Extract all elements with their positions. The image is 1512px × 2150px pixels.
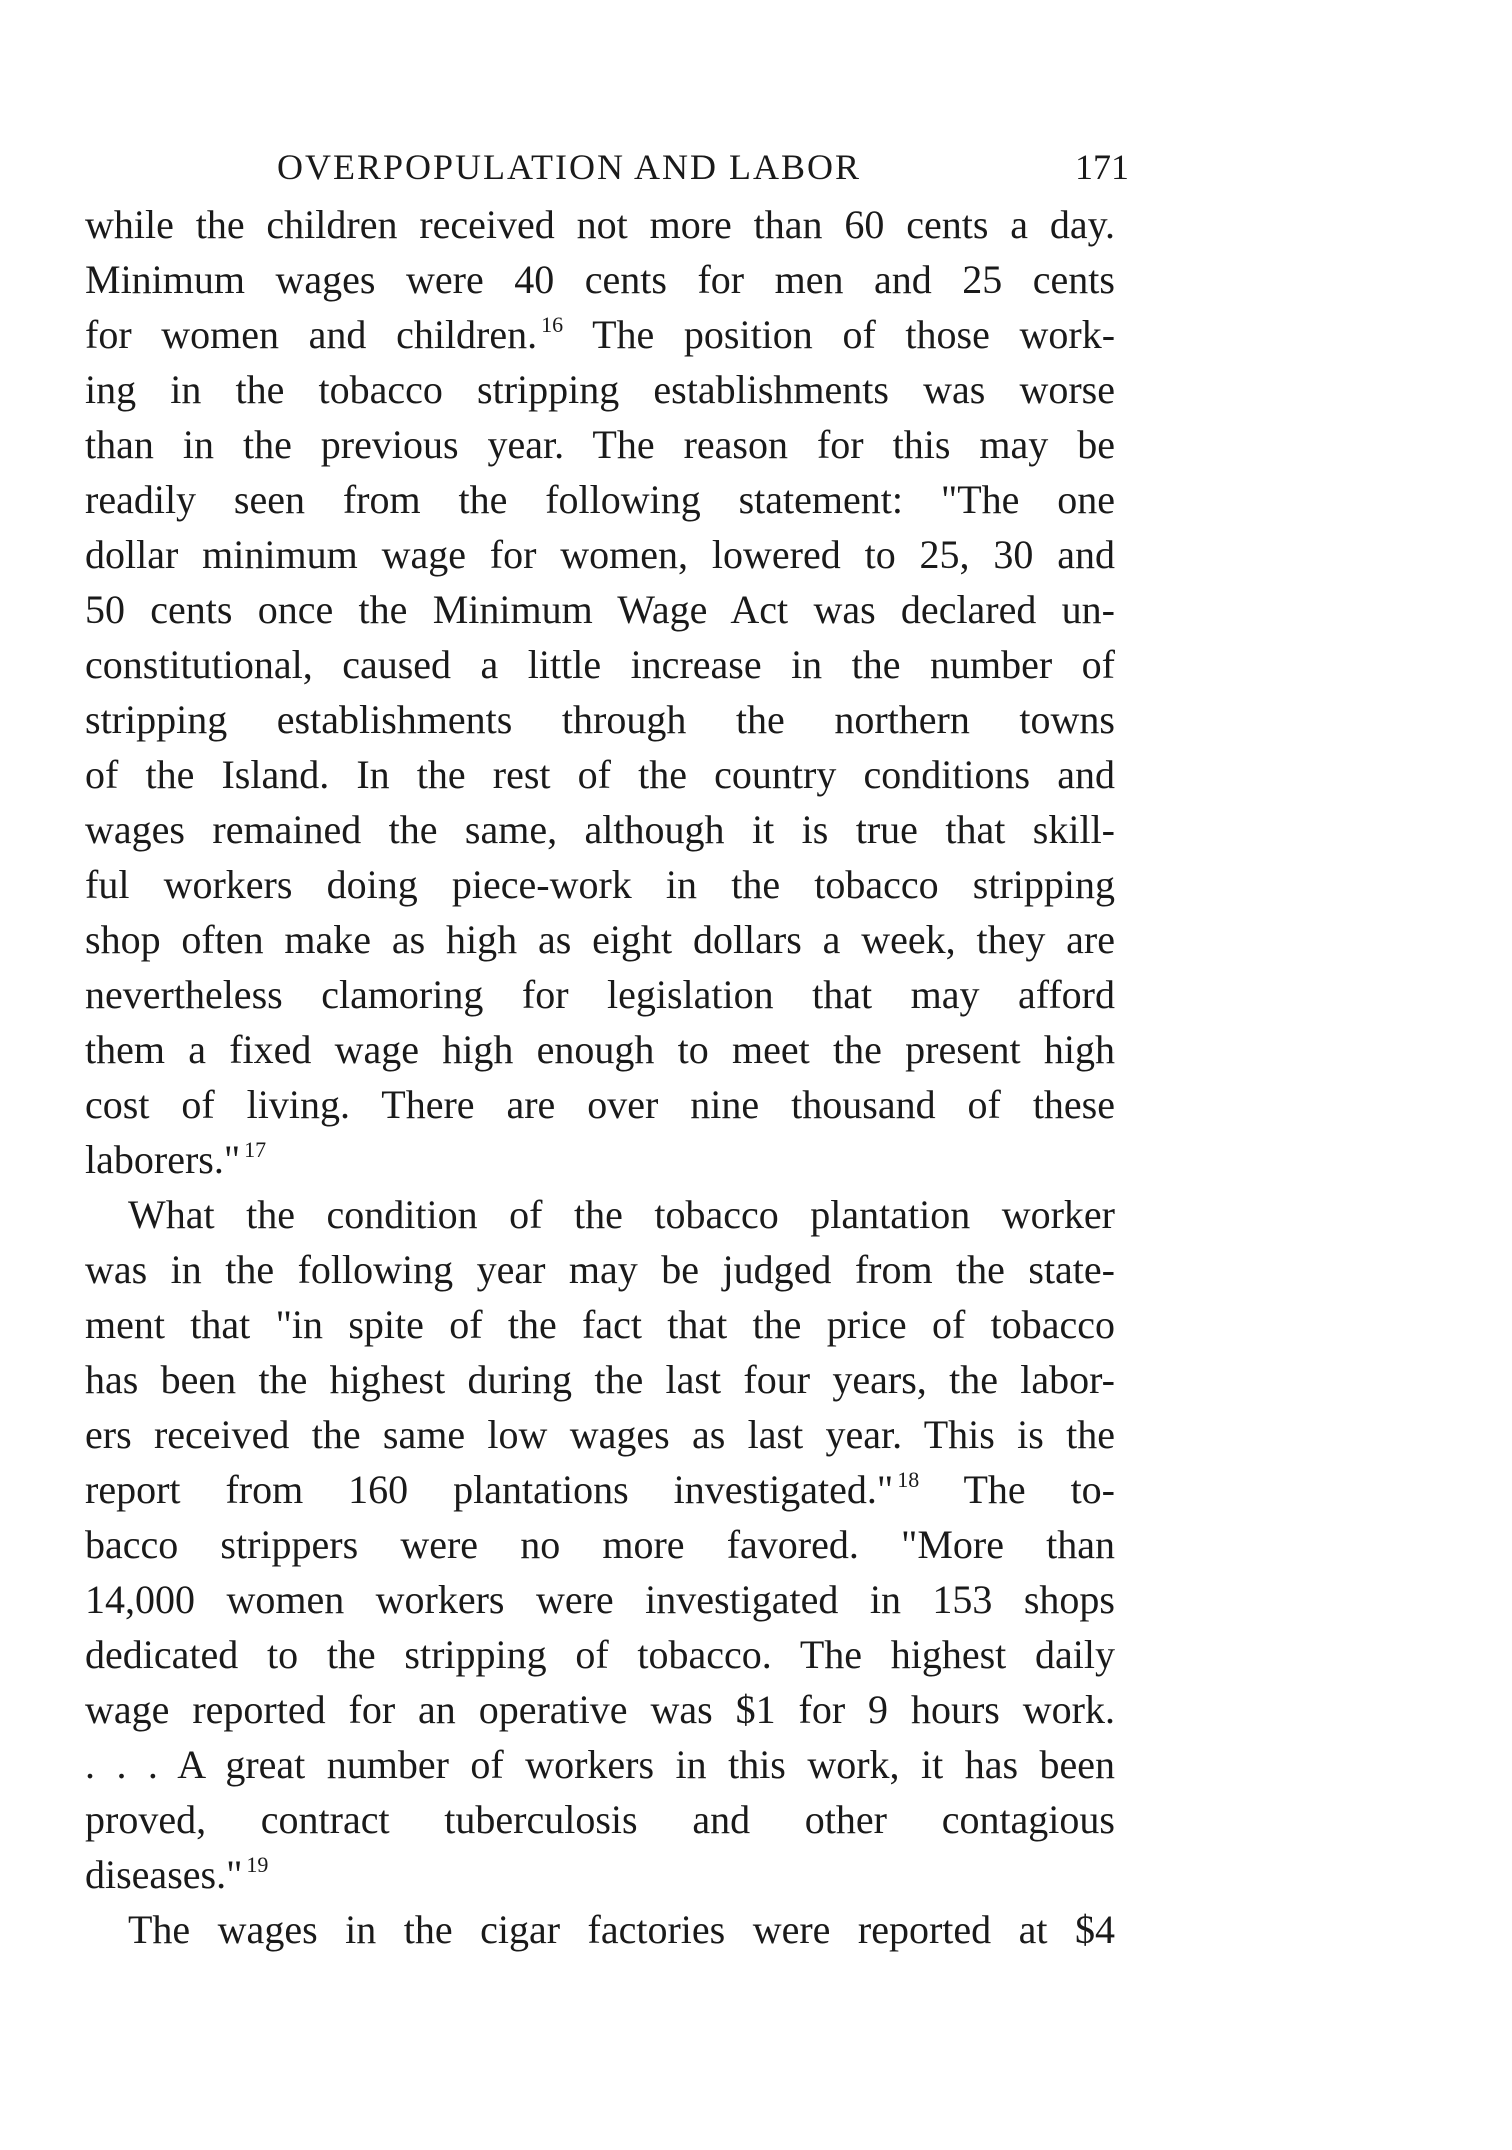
text-line: 50 cents once the Minimum Wage Act was declared un- [85, 587, 1115, 632]
footnote-ref-18: 18 [897, 1467, 920, 1492]
text-line: them a fixed wage high enough to meet the present high [85, 1027, 1115, 1072]
text-line: wage reported for an operative was $1 for 9 hours work. [85, 1687, 1115, 1732]
text-segment: The to- [963, 1467, 1116, 1512]
text-line: wages remained the same, although it is true that skill- [85, 807, 1115, 852]
text-line: dedicated to the stripping of tobacco. The highest daily [85, 1632, 1115, 1677]
text-line: ing in the tobacco stripping establishments was worse [85, 367, 1115, 412]
text-line: . . . A great number of workers in this work, it has been [85, 1742, 1115, 1787]
text-line: Minimum wages were 40 cents for men and 25 cents [85, 257, 1115, 302]
body-text [85, 197, 1115, 1957]
page-number: 171 [1075, 147, 1129, 187]
text-line: The wages in the cigar factories were reported at $4 [128, 1907, 1115, 1952]
text-line: than in the previous year. The reason for this may be [85, 422, 1115, 467]
footnote-ref-17: 17 [244, 1137, 267, 1162]
footnote-ref-16: 16 [541, 312, 564, 337]
text-line: proved, contract tuberculosis and other contagious [85, 1797, 1115, 1842]
running-title: OVERPOPULATION AND LABOR [277, 147, 862, 187]
text-line: readily seen from the following statement: "The one [85, 477, 1115, 522]
text-line: was in the following year may be judged from the state- [85, 1247, 1115, 1292]
text-line [85, 307, 1115, 362]
text-line: of the Island. In the rest of the country conditions and [85, 752, 1115, 797]
footnote-ref-19: 19 [246, 1852, 269, 1877]
text-line: stripping establishments through the northern towns [85, 697, 1115, 742]
text-segment: diseases." [85, 1852, 243, 1897]
running-head [0, 142, 1512, 192]
text-line: cost of living. There are over nine thousand of these [85, 1082, 1115, 1127]
text-line [85, 1132, 1115, 1187]
text-segment: The position of those work- [592, 312, 1116, 357]
text-segment: for women and children. [85, 312, 538, 357]
text-line: shop often make as high as eight dollars a week, they are [85, 917, 1115, 962]
text-line: while the children received not more than 60 cents a day. [85, 202, 1115, 247]
text-segment: report from 160 plantations investigated." [85, 1467, 894, 1512]
text-line: ment that "in spite of the fact that the price of tobacco [85, 1302, 1115, 1347]
text-line: ers received the same low wages as last year. This is the [85, 1412, 1115, 1457]
text-line: 14,000 women workers were investigated in 153 shops [85, 1577, 1115, 1622]
text-line: dollar minimum wage for women, lowered to 25, 30 and [85, 532, 1115, 577]
text-line: nevertheless clamoring for legislation that may afford [85, 972, 1115, 1017]
text-line: What the condition of the tobacco plantation worker [128, 1192, 1115, 1237]
text-line [85, 1847, 1115, 1902]
text-line: ful workers doing piece-work in the tobacco stripping [85, 862, 1115, 907]
text-line: has been the highest during the last four years, the labor- [85, 1357, 1115, 1402]
text-line [85, 1462, 1115, 1517]
text-segment: laborers." [85, 1137, 241, 1182]
text-line: bacco strippers were no more favored. "More than [85, 1522, 1115, 1567]
text-line: constitutional, caused a little increase in the number of [85, 642, 1115, 687]
